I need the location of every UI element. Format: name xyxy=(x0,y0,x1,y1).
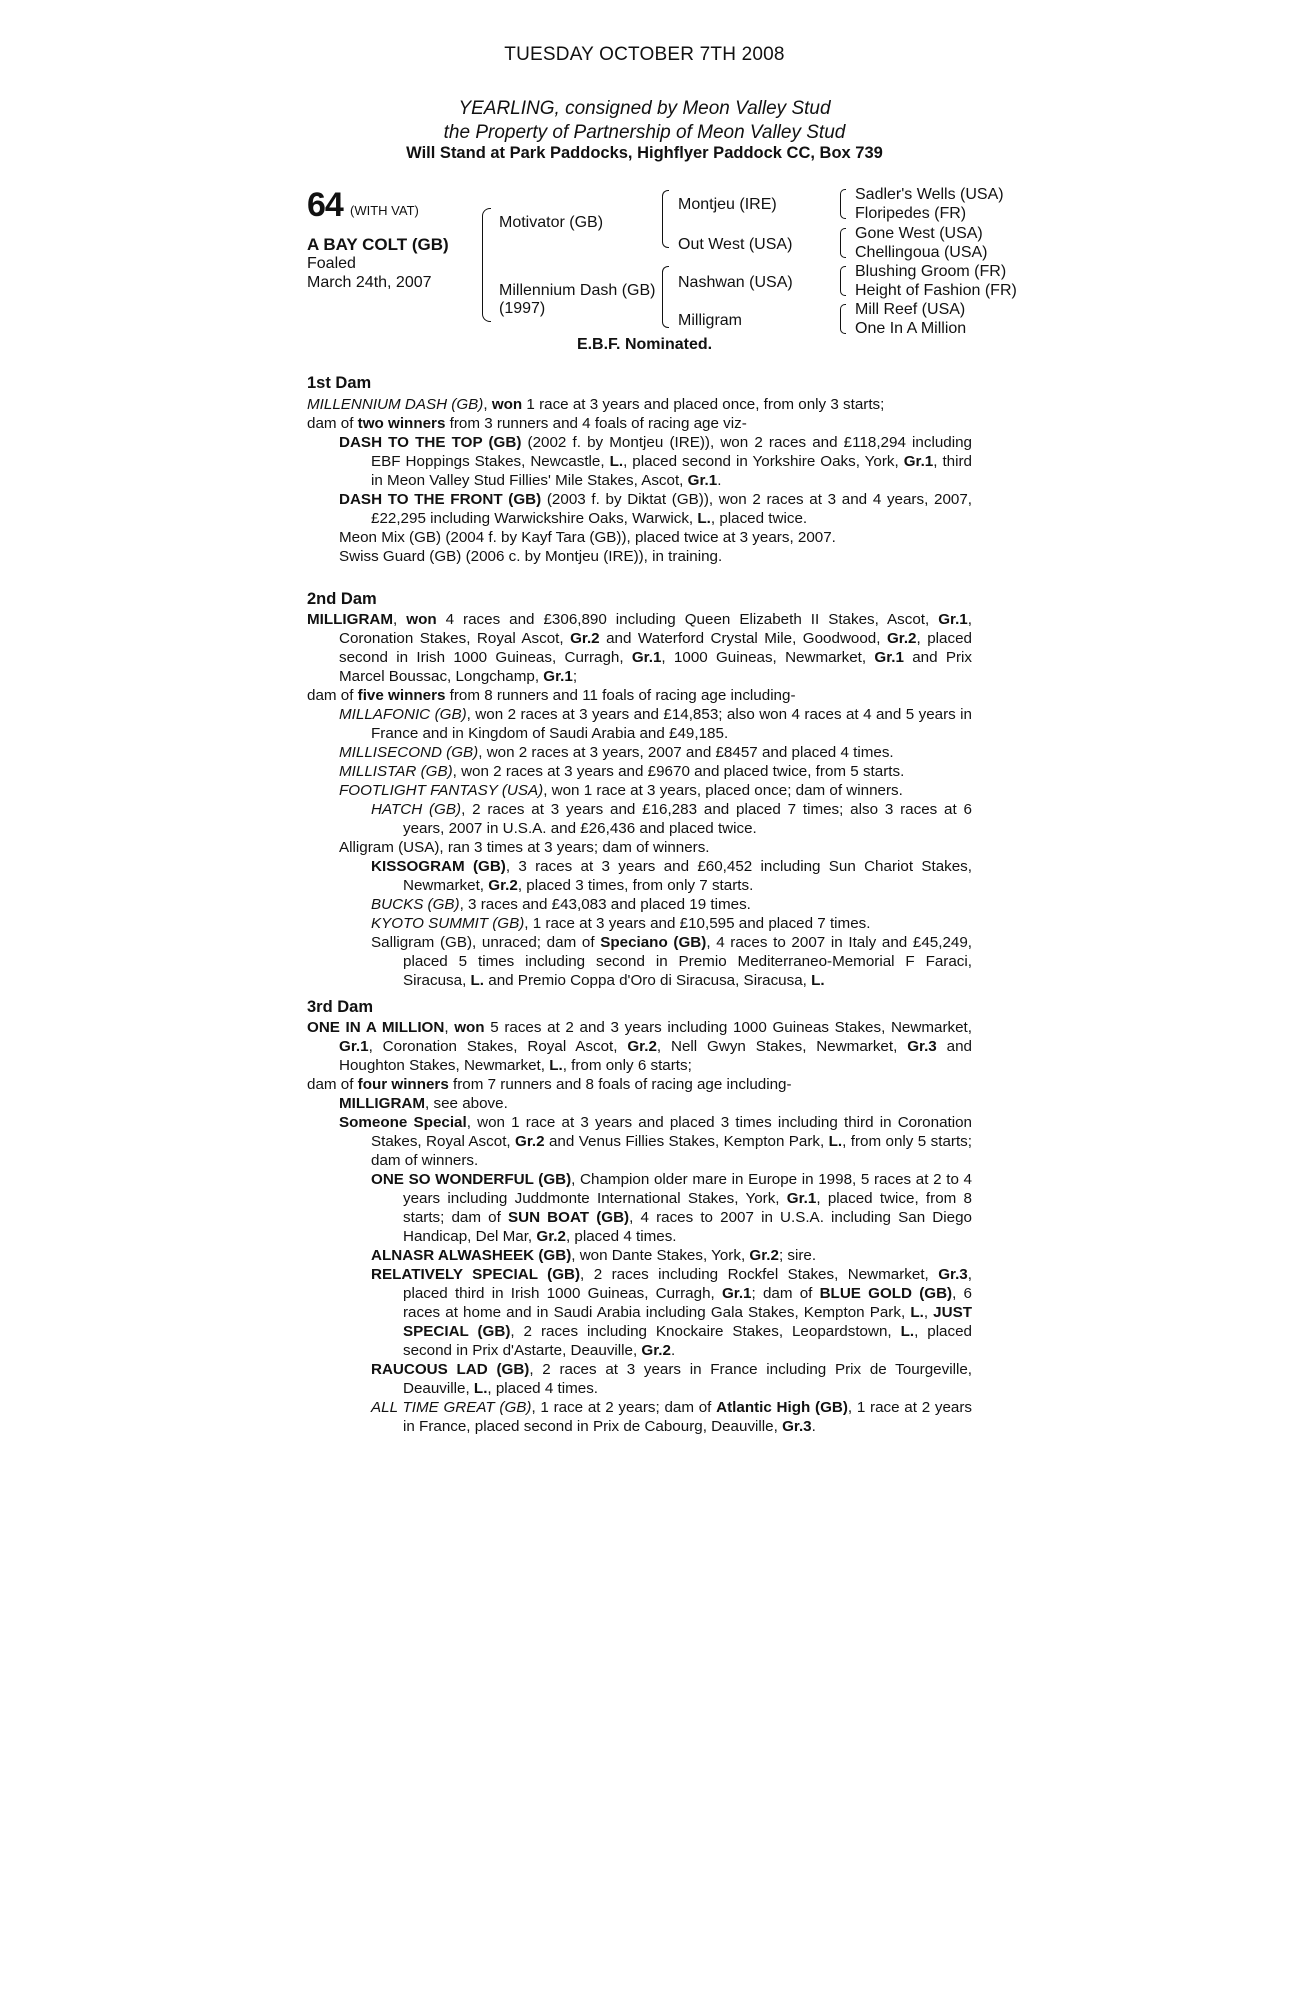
horse-name: JUST SPECIAL (GB) xyxy=(403,1304,972,1340)
text: , Champion older mare in Europe in 1998, 5 races at 2 to 4 years including Juddmonte International Stakes, York, xyxy=(403,1171,973,1207)
text: , 4 races to 2007 in U.S.A. including San Diego Handicap, Del Mar, xyxy=(403,1209,972,1245)
pedigree-brace-g3 xyxy=(840,266,846,296)
group-badge: Gr.1 xyxy=(631,649,662,666)
text: . xyxy=(717,472,722,489)
second-dam-section xyxy=(307,610,972,990)
group-badge: Gr.2 xyxy=(536,1228,566,1245)
winners-count: four winners xyxy=(357,1076,449,1093)
listed-badge: L. xyxy=(549,1057,563,1074)
text: , xyxy=(923,1304,934,1321)
pedigree-dam: Millennium Dash (GB) xyxy=(499,282,656,299)
horse-name: SUN BOAT (GB) xyxy=(507,1209,630,1226)
text: , 2 races at 3 years in France including Prix de Tourgeville, Deauville, xyxy=(403,1361,972,1397)
produce-entry: Meon Mix (GB) (2004 f. by Kayf Tara (GB)), placed twice at 3 years, 2007. xyxy=(339,529,836,546)
text: , won Dante Stakes, York, xyxy=(571,1247,750,1264)
second-dam-intro: MILLIGRAM, won 4 races and £306,890 including Queen Elizabeth II Stakes, Ascot, Gr.1, Coronation Stakes, Royal Ascot, Gr.2 and Waterford Crystal Mile, Goodwood, Gr.2, placed second in Irish 1000 Guineas, Curragh, Gr.1, 1000 Guineas, Newmarket, Gr.1 and Prix Marcel Boussac, Longchamp, Gr.1; xyxy=(307,611,972,685)
pedigree-brace-g4 xyxy=(840,304,846,334)
horse-name: Speciano (GB) xyxy=(600,934,707,951)
text: , placed second in Irish 1000 Guineas, Curragh, xyxy=(339,630,972,666)
group-badge: Gr.2 xyxy=(627,1038,657,1055)
grand-produce-entry xyxy=(307,1360,972,1398)
second-dam-heading: 2nd Dam xyxy=(307,590,377,608)
group-badge: Gr.2 xyxy=(488,877,518,894)
produce-entry xyxy=(307,762,972,781)
listed-badge: L. xyxy=(697,510,711,527)
text: ; dam of xyxy=(751,1285,820,1302)
listed-badge: L. xyxy=(828,1133,843,1150)
produce-entry xyxy=(307,1094,972,1113)
horse-name: Atlantic High (GB) xyxy=(716,1399,848,1416)
group-badge: Gr.2 xyxy=(749,1247,779,1264)
third-dam-section xyxy=(307,1018,972,1436)
text: , won 2 races at 3 years, 2007 and £8457 and placed 4 times. xyxy=(478,744,894,761)
grand-produce-entry xyxy=(307,800,972,838)
text: , 1 race at 3 years and £10,595 and placed 7 times. xyxy=(524,915,871,932)
produce-entry xyxy=(307,705,972,743)
listed-badge: L. xyxy=(811,972,825,989)
text: , won 2 races at 3 years and £9670 and placed twice, from 5 starts. xyxy=(452,763,905,780)
text: , placed second in Prix d'Astarte, Deauville, xyxy=(403,1323,972,1359)
group-badge: Gr.3 xyxy=(938,1266,968,1283)
pedigree-g6: Height of Fashion (FR) xyxy=(855,282,1017,299)
horse-name: MILLIGRAM xyxy=(339,1095,426,1112)
text: from 3 runners and 4 foals of racing age viz- xyxy=(445,415,747,432)
third-dam-heading: 3rd Dam xyxy=(307,998,374,1016)
grand-produce-entry xyxy=(307,1265,972,1360)
horse-name: BLUE GOLD (GB) xyxy=(819,1285,953,1302)
pedigree-g4: Chellingoua (USA) xyxy=(855,244,988,261)
text: , Coronation Stakes, Royal Ascot, xyxy=(368,1038,628,1055)
horse-name: KISSOGRAM (GB) xyxy=(371,858,506,875)
horse-name: KYOTO SUMMIT (GB) xyxy=(371,915,525,932)
won-label: won xyxy=(491,396,523,413)
sale-date: TUESDAY OCTOBER 7TH 2008 xyxy=(504,44,785,65)
ebf-nominated: E.B.F. Nominated. xyxy=(576,336,713,353)
produce-entry xyxy=(307,1113,972,1170)
listed-badge: L. xyxy=(900,1323,915,1340)
group-badge: Gr.2 xyxy=(886,630,917,647)
horse-name: Someone Special xyxy=(339,1114,467,1131)
pedigree-g1: Sadler's Wells (USA) xyxy=(855,186,1004,203)
listed-badge: L. xyxy=(470,972,485,989)
third-dam-produce-summary xyxy=(307,1075,972,1094)
text: , 4 races to 2007 in Italy and £45,249, placed 5 times including second in Premio Mediterraneo-Memorial F Faraci, Siracusa, xyxy=(403,934,973,989)
text: , placed third in Irish 1000 Guineas, Curragh, xyxy=(403,1266,972,1302)
text: from 7 runners and 8 foals of racing age including- xyxy=(448,1076,792,1093)
grand-produce-entry xyxy=(307,857,972,895)
pedigree-brace-g1 xyxy=(840,189,846,219)
text: 1 race at 3 years and placed once, from only 3 starts; xyxy=(522,396,885,413)
pedigree-brace-main xyxy=(482,208,491,322)
text: , placed 4 times. xyxy=(565,1228,677,1245)
pedigree-sire-dam: Out West (USA) xyxy=(678,236,793,253)
text: , 1 race at 2 years in France, placed second in Prix de Cabourg, Deauville, xyxy=(403,1399,972,1435)
consignor-line: YEARLING, consigned by Meon Valley Stud xyxy=(458,98,831,119)
text: , placed 3 times, from only 7 starts. xyxy=(517,877,754,894)
group-badge: Gr.1 xyxy=(786,1190,817,1207)
horse-name: ALL TIME GREAT (GB) xyxy=(371,1399,532,1416)
text: , 6 races at home and in Saudi Arabia including Gala Stakes, Kempton Park, xyxy=(403,1285,972,1321)
dam-name: MILLENNIUM DASH (GB) xyxy=(307,396,484,413)
group-badge: Gr.1 xyxy=(721,1285,752,1302)
winners-count: two winners xyxy=(357,415,446,432)
horse-name: ONE SO WONDERFUL (GB) xyxy=(371,1171,572,1188)
won-label: won xyxy=(454,1019,485,1036)
text: , placed second in Yorkshire Oaks, York, xyxy=(623,453,904,470)
pedigree-brace-sire xyxy=(662,190,669,248)
grand-produce-entry xyxy=(307,895,972,914)
text: dam of xyxy=(307,687,358,704)
text: and Prix Marcel Boussac, Longchamp, xyxy=(339,649,972,685)
dam-name: ONE IN A MILLION xyxy=(307,1019,445,1036)
group-badge: Gr.1 xyxy=(339,1038,369,1055)
grand-produce-entry xyxy=(307,933,972,990)
stand-location: Will Stand at Park Paddocks, Highflyer Paddock CC, Box 739 xyxy=(406,144,883,162)
winners-count: five winners xyxy=(357,687,446,704)
pedigree-sire: Motivator (GB) xyxy=(499,214,604,231)
text: , from only 5 starts; dam of winners. xyxy=(371,1133,972,1169)
group-badge: Gr.1 xyxy=(938,611,968,628)
group-badge: Gr.2 xyxy=(570,630,600,647)
grand-produce-entry xyxy=(307,914,972,933)
group-badge: Gr.3 xyxy=(907,1038,937,1055)
listed-badge: L. xyxy=(910,1304,924,1321)
grand-produce-entry xyxy=(307,1246,972,1265)
text: , 1 race at 2 years; dam of xyxy=(531,1399,717,1416)
first-dam-intro: MILLENNIUM DASH (GB), won 1 race at 3 years and placed once, from only 3 starts; xyxy=(307,396,885,413)
horse-name: BUCKS (GB) xyxy=(371,896,460,913)
text: 4 races and £306,890 including Queen Elizabeth II Stakes, Ascot, xyxy=(436,611,939,628)
produce-entry xyxy=(307,781,972,800)
pedigree-g5: Blushing Groom (FR) xyxy=(855,263,1007,280)
pedigree-brace-dam xyxy=(662,266,669,328)
pedigree-g8: One In A Million xyxy=(855,320,967,337)
produce-entry xyxy=(307,743,972,762)
text: from 8 runners and 11 foals of racing age including- xyxy=(445,687,796,704)
text: , 2 races at 3 years and £16,283 and placed 7 times; also 3 races at 6 years, 2007 in U.S.A. and £26,436 and placed twice. xyxy=(403,801,972,837)
group-badge: Gr.1 xyxy=(687,472,718,489)
produce-entry xyxy=(307,490,972,528)
text: , 2 races including Knockaire Stakes, Leopardstown, xyxy=(510,1323,901,1340)
listed-badge: L. xyxy=(473,1380,488,1397)
text: ; sire. xyxy=(778,1247,817,1264)
pedigree-g2: Floripedes (FR) xyxy=(855,205,967,222)
group-badge: Gr.2 xyxy=(515,1133,545,1150)
horse-name: FOOTLIGHT FANTASY (USA) xyxy=(339,782,544,799)
grand-produce-entry xyxy=(307,1398,972,1436)
text: ; xyxy=(572,668,578,685)
horse-name: MILLISTAR (GB) xyxy=(339,763,453,780)
group-badge: Gr.1 xyxy=(874,649,904,666)
text: , placed 4 times. xyxy=(487,1380,599,1397)
pedigree-dam-year: (1997) xyxy=(499,300,546,317)
property-line: the Property of Partnership of Meon Valley Stud xyxy=(443,122,846,143)
text: and Houghton Stakes, Newmarket, xyxy=(339,1038,972,1074)
group-badge: Gr.1 xyxy=(543,668,573,685)
horse-name: MILLISECOND (GB) xyxy=(339,744,479,761)
pedigree-dam-sire: Nashwan (USA) xyxy=(678,274,793,291)
horse-name: RAUCOUS LAD (GB) xyxy=(371,1361,530,1378)
lot-number: 64 xyxy=(307,186,343,224)
produce-entry: Alligram (USA), ran 3 times at 3 years; dam of winners. xyxy=(339,839,710,856)
horse-name: RELATIVELY SPECIAL (GB) xyxy=(371,1266,581,1283)
foaled-label: Foaled xyxy=(307,255,356,272)
text: , 1000 Guineas, Newmarket, xyxy=(661,649,875,666)
text: dam of xyxy=(307,1076,358,1093)
grand-produce-entry xyxy=(307,1170,972,1246)
group-badge: Gr.1 xyxy=(903,453,934,470)
group-badge: Gr.2 xyxy=(641,1342,671,1359)
text: , 3 races at 3 years and £60,452 including Sun Chariot Stakes, Newmarket, xyxy=(403,858,972,894)
text: and Venus Fillies Stakes, Kempton Park, xyxy=(544,1133,829,1150)
text: , 2 races including Rockfel Stakes, Newmarket, xyxy=(580,1266,939,1283)
pedigree-sire-sire: Montjeu (IRE) xyxy=(678,196,777,213)
text: dam of xyxy=(307,415,358,432)
text: and Waterford Crystal Mile, Goodwood, xyxy=(599,630,887,647)
listed-badge: L. xyxy=(609,453,624,470)
text: , placed twice. xyxy=(710,510,808,527)
pedigree-brace-g2 xyxy=(840,228,846,258)
horse-name: DASH TO THE FRONT (GB) xyxy=(339,491,542,508)
text: , won 1 race at 3 years, placed once; dam of winners. xyxy=(543,782,903,799)
lot-title: A BAY COLT (GB) xyxy=(307,235,449,254)
text: , won 1 race at 3 years and placed 3 times including third in Coronation Stakes, Royal Ascot, xyxy=(371,1114,973,1150)
first-dam-section xyxy=(307,395,972,566)
text: and Premio Coppa d'Oro di Siracusa, Siracusa, xyxy=(484,972,812,989)
text: Salligram (GB), unraced; dam of xyxy=(371,934,601,951)
dam-name: MILLIGRAM xyxy=(307,611,394,628)
text: . xyxy=(811,1418,816,1435)
text: , placed twice, from 8 starts; dam of xyxy=(403,1190,972,1226)
pedigree-g3: Gone West (USA) xyxy=(855,225,983,242)
text: (2002 f. by Montjeu (IRE)), won 2 races and £118,294 including EBF Hoppings Stakes, Newcastle, xyxy=(371,434,972,470)
first-dam-heading: 1st Dam xyxy=(307,374,372,392)
vat-note: (WITH VAT) xyxy=(350,203,419,218)
text: , 3 races and £43,083 and placed 19 times. xyxy=(459,896,751,913)
horse-name: MILLAFONIC (GB) xyxy=(339,706,467,723)
text: , from only 6 starts; xyxy=(562,1057,692,1074)
first-dam-produce-summary xyxy=(307,414,972,433)
text: , won 2 races at 3 years and £14,853; also won 4 races at 4 and 5 years in France and in Kingdom of Saudi Arabia and £49,185. xyxy=(371,706,972,742)
second-dam-produce-summary xyxy=(307,686,972,705)
text: , Nell Gwyn Stakes, Newmarket, xyxy=(656,1038,908,1055)
text: , third in Meon Valley Stud Fillies' Mile Stakes, Ascot, xyxy=(371,453,973,489)
foaled-date: March 24th, 2007 xyxy=(307,274,432,291)
text: . xyxy=(670,1342,676,1359)
horse-name: ALNASR ALWASHEEK (GB) xyxy=(371,1247,572,1264)
pedigree-g7: Mill Reef (USA) xyxy=(855,301,966,318)
pedigree-dam-dam: Milligram xyxy=(678,312,742,329)
horse-name: HATCH (GB) xyxy=(371,801,462,818)
text: , Coronation Stakes, Royal Ascot, xyxy=(339,611,972,647)
produce-entry: Swiss Guard (GB) (2006 c. by Montjeu (IRE)), in training. xyxy=(339,548,723,565)
text: 5 races at 2 and 3 years including 1000 Guineas Stakes, Newmarket, xyxy=(484,1019,972,1036)
won-label: won xyxy=(406,611,437,628)
text: , see above. xyxy=(425,1095,508,1112)
horse-name: DASH TO THE TOP (GB) xyxy=(339,434,522,451)
text: (2003 f. by Diktat (GB)), won 2 races at 3 and 4 years, 2007, £22,295 including Warwickshire Oaks, Warwick, xyxy=(371,491,973,527)
produce-entry xyxy=(307,433,972,490)
third-dam-intro: ONE IN A MILLION, won 5 races at 2 and 3 years including 1000 Guineas Stakes, Newmarket, Gr.1, Coronation Stakes, Royal Ascot, Gr.2, Nell Gwyn Stakes, Newmarket, Gr.3 and Houghton Stakes, Newmarket, L., from only 6 starts; xyxy=(307,1019,972,1074)
group-badge: Gr.3 xyxy=(782,1418,812,1435)
